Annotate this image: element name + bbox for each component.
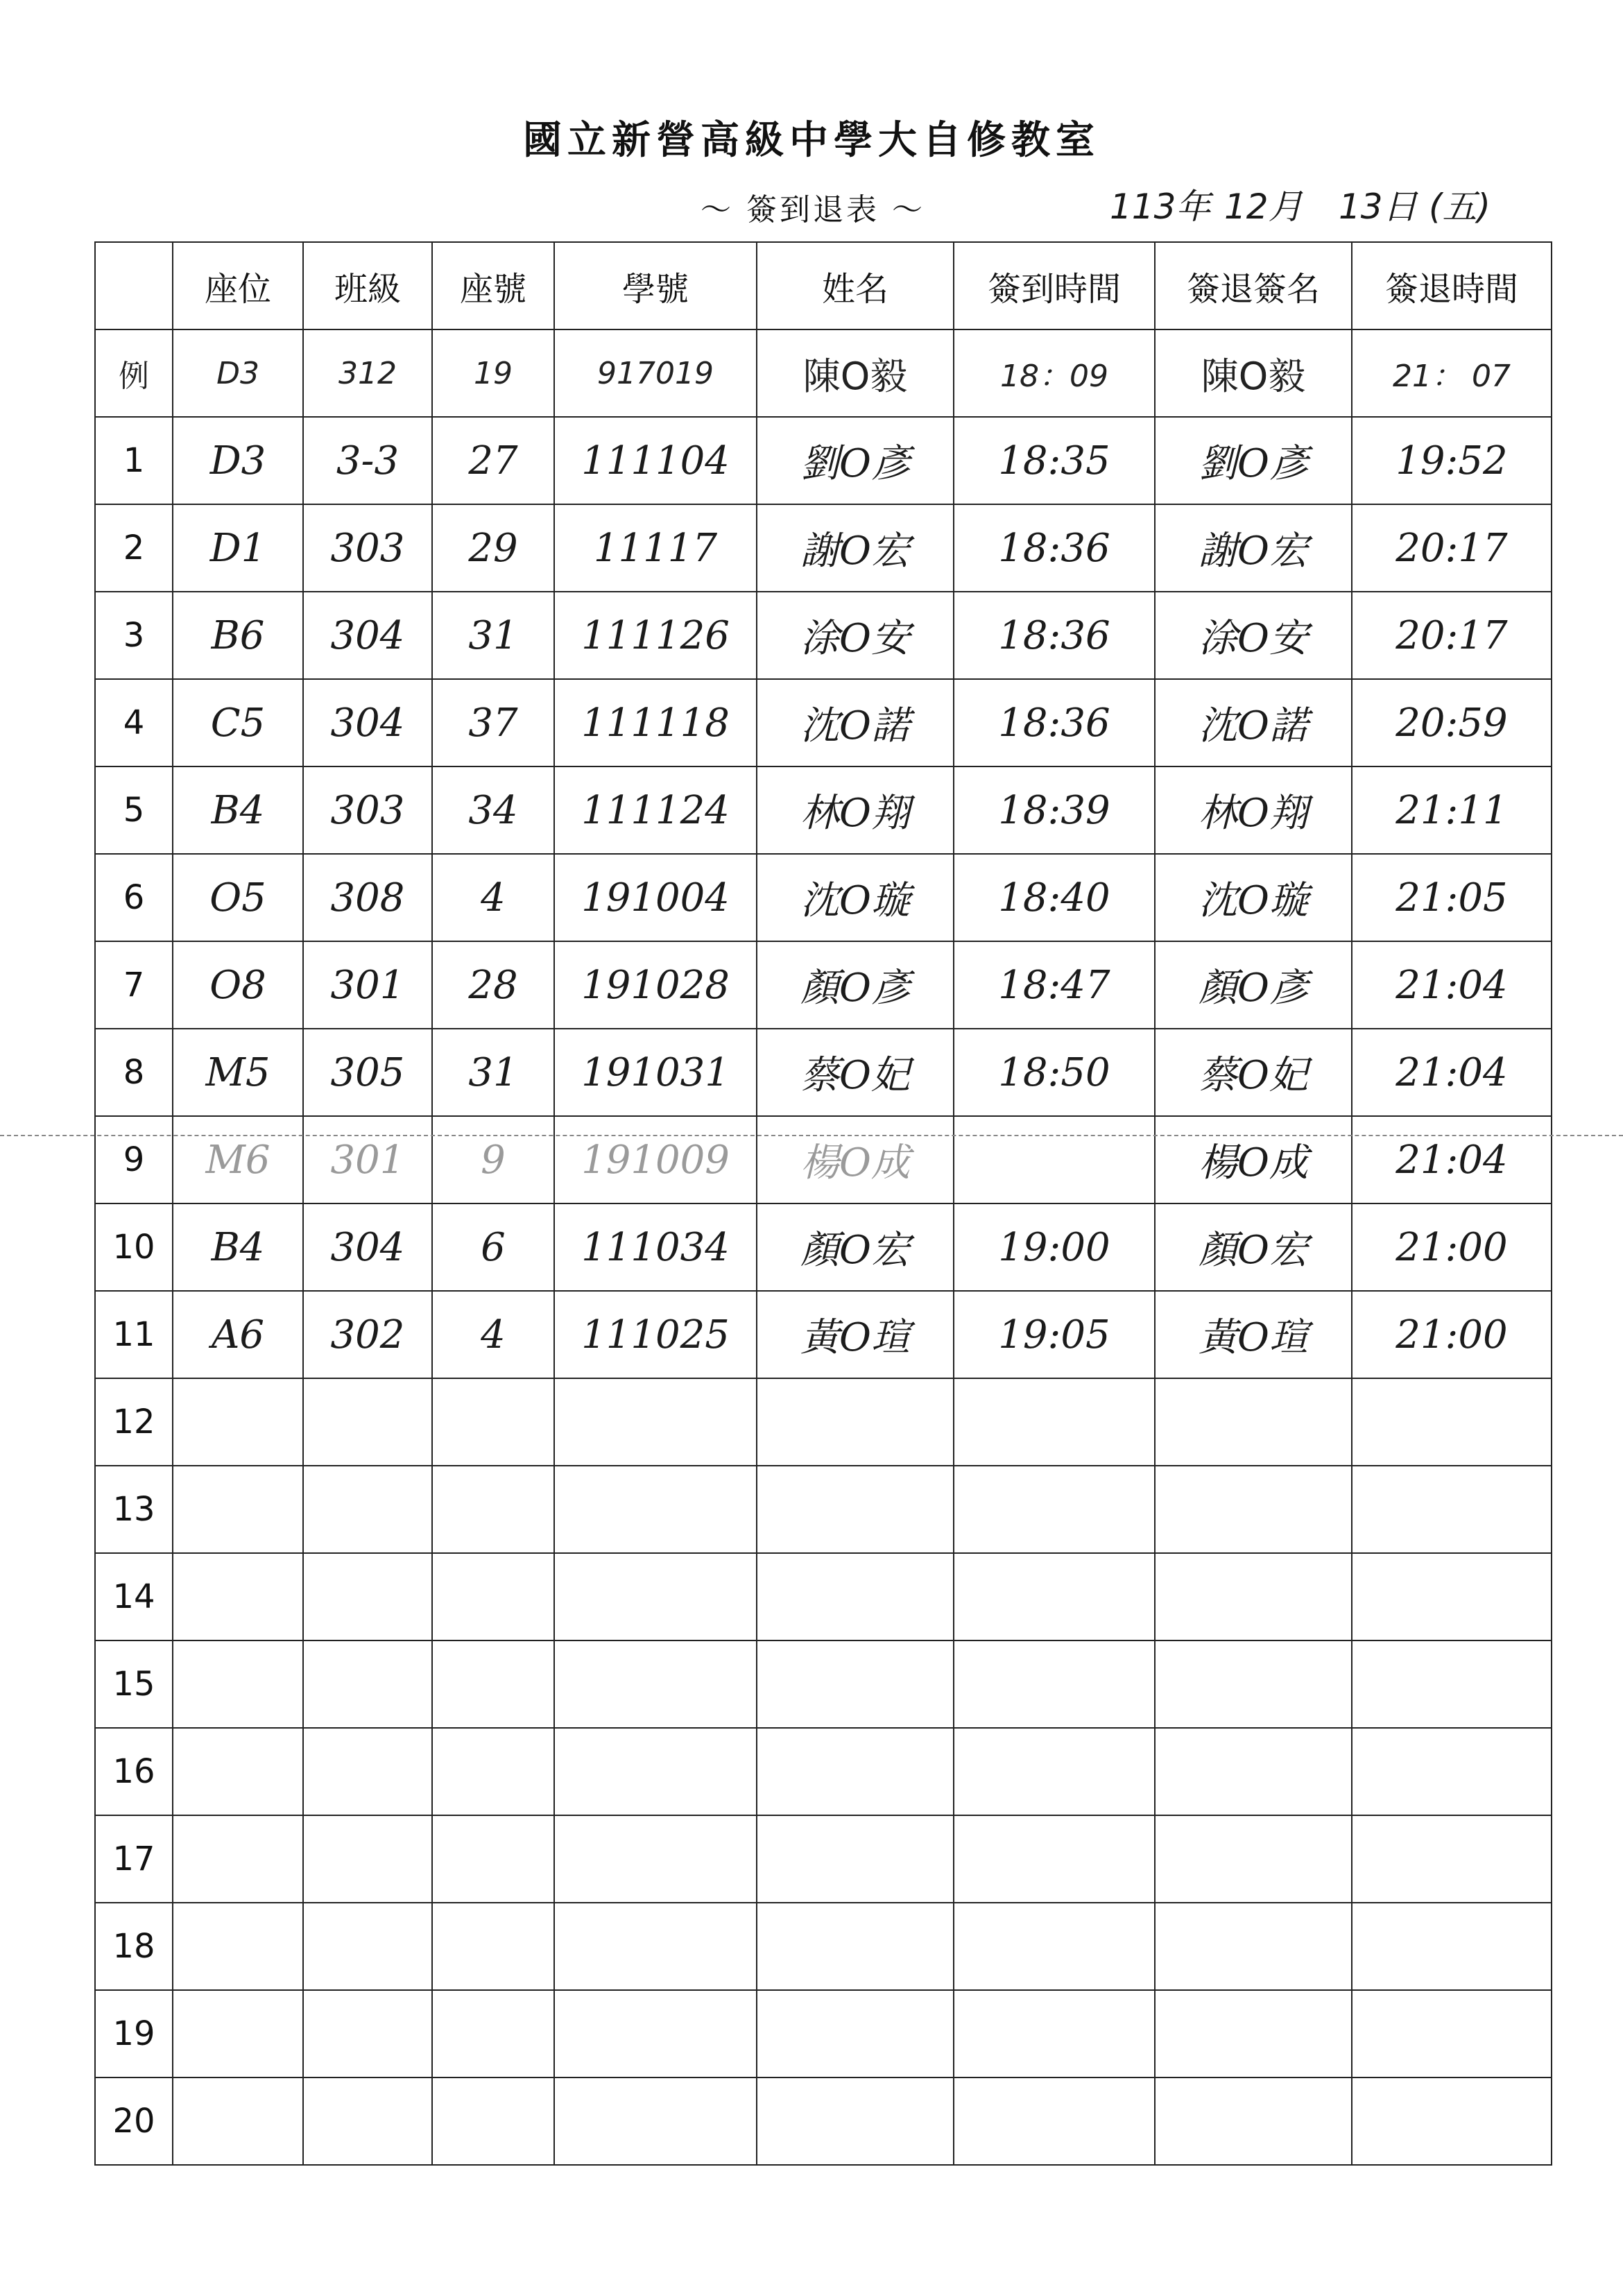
name-cell <box>757 2077 954 2165</box>
row-number: 16 <box>95 1728 173 1815</box>
signout-name-cell: 劉O彥 <box>1155 417 1352 504</box>
table-row <box>95 1728 1552 1815</box>
table-row <box>95 679 1552 766</box>
class-cell: 303 <box>303 504 432 592</box>
signout-name-cell: 林O翔 <box>1155 766 1352 854</box>
example-row <box>95 329 1552 417</box>
number-cell: 29 <box>432 504 554 592</box>
class-cell <box>303 1553 432 1640</box>
header-row <box>95 242 1552 329</box>
number-cell: 6 <box>432 1203 554 1291</box>
seat-cell <box>173 2077 303 2165</box>
class-cell <box>303 1378 432 1466</box>
number-cell <box>432 1903 554 1990</box>
signout-name-cell <box>1155 1378 1352 1466</box>
seat-cell: O8 <box>173 941 303 1029</box>
signin-time-cell: 19:05 <box>954 1291 1155 1378</box>
number-cell: 34 <box>432 766 554 854</box>
row-number: 9 <box>95 1116 173 1203</box>
row-number: 4 <box>95 679 173 766</box>
name-cell <box>757 1728 954 1815</box>
header-rownum <box>95 242 173 329</box>
example-student-id: 917019 <box>554 329 757 417</box>
number-cell: 31 <box>432 592 554 679</box>
table-row <box>95 1203 1552 1291</box>
table-row <box>95 854 1552 941</box>
seat-cell: D1 <box>173 504 303 592</box>
seat-cell <box>173 1728 303 1815</box>
signin-time-cell: 18:40 <box>954 854 1155 941</box>
signout-time-cell: 21:00 <box>1352 1291 1552 1378</box>
student-id-cell: 191028 <box>554 941 757 1029</box>
name-cell <box>757 1640 954 1728</box>
header-student-id: 學號 <box>554 242 757 329</box>
number-cell <box>432 1640 554 1728</box>
example-label: 例 <box>95 329 173 417</box>
student-id-cell: 11117 <box>554 504 757 592</box>
table-row <box>95 504 1552 592</box>
table-row <box>95 592 1552 679</box>
example-signout-time: 21： 07 <box>1352 329 1552 417</box>
header-signin-time: 簽到時間 <box>954 242 1155 329</box>
class-cell: 301 <box>303 1116 432 1203</box>
signin-time-cell <box>954 1553 1155 1640</box>
student-id-cell <box>554 1640 757 1728</box>
class-cell <box>303 1640 432 1728</box>
example-class: 312 <box>303 329 432 417</box>
number-cell: 4 <box>432 854 554 941</box>
seat-cell: D3 <box>173 417 303 504</box>
number-cell <box>432 1990 554 2077</box>
name-cell: 涂O安 <box>757 592 954 679</box>
signin-time-cell <box>954 1990 1155 2077</box>
example-signout-name: 陳O毅 <box>1155 329 1352 417</box>
student-id-cell <box>554 1378 757 1466</box>
signout-time-cell: 21:04 <box>1352 1029 1552 1116</box>
student-id-cell <box>554 1990 757 2077</box>
student-id-cell <box>554 1553 757 1640</box>
table-row <box>95 766 1552 854</box>
table-row <box>95 1291 1552 1378</box>
example-seat: D3 <box>173 329 303 417</box>
name-cell: 黃O瑄 <box>757 1291 954 1378</box>
header-class: 班級 <box>303 242 432 329</box>
signin-time-cell <box>954 1640 1155 1728</box>
signin-time-cell: 18:47 <box>954 941 1155 1029</box>
seat-cell <box>173 1640 303 1728</box>
form-subtitle: ～ 簽到退表 ～ <box>701 192 925 228</box>
signin-time-cell <box>954 1466 1155 1553</box>
signout-name-cell <box>1155 1990 1352 2077</box>
name-cell: 林O翔 <box>757 766 954 854</box>
number-cell: 31 <box>432 1029 554 1116</box>
class-cell: 305 <box>303 1029 432 1116</box>
table-row <box>95 1029 1552 1116</box>
number-cell: 27 <box>432 417 554 504</box>
header-number: 座號 <box>432 242 554 329</box>
number-cell: 37 <box>432 679 554 766</box>
header-seat: 座位 <box>173 242 303 329</box>
name-cell: 劉O彥 <box>757 417 954 504</box>
signout-time-cell: 21:11 <box>1352 766 1552 854</box>
table-row <box>95 1553 1552 1640</box>
student-id-cell: 111126 <box>554 592 757 679</box>
row-number: 15 <box>95 1640 173 1728</box>
number-cell <box>432 1466 554 1553</box>
seat-cell <box>173 1466 303 1553</box>
signout-time-cell <box>1352 1466 1552 1553</box>
row-number: 2 <box>95 504 173 592</box>
name-cell: 沈O諾 <box>757 679 954 766</box>
signin-table <box>94 241 1552 2166</box>
row-number: 6 <box>95 854 173 941</box>
date-day: 13日 <box>1339 187 1418 227</box>
name-cell: 謝O宏 <box>757 504 954 592</box>
signout-time-cell <box>1352 2077 1552 2165</box>
number-cell <box>432 1553 554 1640</box>
date-year: 113年 <box>1110 187 1211 227</box>
signin-time-cell: 18:35 <box>954 417 1155 504</box>
signout-time-cell: 21:04 <box>1352 1116 1552 1203</box>
signin-time-cell: 18:36 <box>954 504 1155 592</box>
row-number: 11 <box>95 1291 173 1378</box>
name-cell: 沈O璇 <box>757 854 954 941</box>
signout-time-cell <box>1352 1640 1552 1728</box>
student-id-cell <box>554 1815 757 1903</box>
signout-time-cell <box>1352 1903 1552 1990</box>
date-weekday: (五) <box>1429 187 1491 227</box>
class-cell: 3-3 <box>303 417 432 504</box>
row-number: 19 <box>95 1990 173 2077</box>
seat-cell: M5 <box>173 1029 303 1116</box>
row-number: 20 <box>95 2077 173 2165</box>
table-row <box>95 417 1552 504</box>
student-id-cell: 191031 <box>554 1029 757 1116</box>
seat-cell <box>173 1990 303 2077</box>
name-cell <box>757 1553 954 1640</box>
name-cell <box>757 1990 954 2077</box>
number-cell <box>432 1378 554 1466</box>
row-number: 18 <box>95 1903 173 1990</box>
seat-cell <box>173 1378 303 1466</box>
class-cell <box>303 1466 432 1553</box>
number-cell <box>432 1815 554 1903</box>
student-id-cell: 191004 <box>554 854 757 941</box>
table-row <box>95 2077 1552 2165</box>
signin-time-cell <box>954 1116 1155 1203</box>
name-cell: 顏O彥 <box>757 941 954 1029</box>
signin-time-cell: 18:39 <box>954 766 1155 854</box>
signout-name-cell <box>1155 2077 1352 2165</box>
student-id-cell: 111034 <box>554 1203 757 1291</box>
example-name: 陳O毅 <box>757 329 954 417</box>
seat-cell <box>173 1553 303 1640</box>
date-month: 12月 <box>1224 187 1303 227</box>
name-cell <box>757 1903 954 1990</box>
signout-time-cell: 21:04 <box>1352 941 1552 1029</box>
row-number: 8 <box>95 1029 173 1116</box>
signout-name-cell: 顏O宏 <box>1155 1203 1352 1291</box>
seat-cell: A6 <box>173 1291 303 1378</box>
student-id-cell: 111124 <box>554 766 757 854</box>
class-cell: 303 <box>303 766 432 854</box>
signout-name-cell <box>1155 1903 1352 1990</box>
student-id-cell: 111118 <box>554 679 757 766</box>
signin-time-cell: 18:36 <box>954 592 1155 679</box>
number-cell <box>432 1728 554 1815</box>
class-cell <box>303 1728 432 1815</box>
signout-time-cell <box>1352 1728 1552 1815</box>
signout-name-cell: 沈O璇 <box>1155 854 1352 941</box>
row-number: 1 <box>95 417 173 504</box>
class-cell: 304 <box>303 592 432 679</box>
signout-time-cell <box>1352 1553 1552 1640</box>
signout-name-cell: 楊O成 <box>1155 1116 1352 1203</box>
row-number: 5 <box>95 766 173 854</box>
signout-name-cell: 涂O安 <box>1155 592 1352 679</box>
example-number: 19 <box>432 329 554 417</box>
page-title: 國立新營高級中學大自修教室 <box>523 117 1100 163</box>
header-signout-name: 簽退簽名 <box>1155 242 1352 329</box>
signout-name-cell <box>1155 1815 1352 1903</box>
number-cell: 4 <box>432 1291 554 1378</box>
signin-time-cell: 19:00 <box>954 1203 1155 1291</box>
name-cell <box>757 1815 954 1903</box>
signout-name-cell <box>1155 1466 1352 1553</box>
student-id-cell: 191009 <box>554 1116 757 1203</box>
row-number: 3 <box>95 592 173 679</box>
class-cell <box>303 1815 432 1903</box>
class-cell: 301 <box>303 941 432 1029</box>
seat-cell <box>173 1903 303 1990</box>
row-number: 7 <box>95 941 173 1029</box>
row-number: 13 <box>95 1466 173 1553</box>
class-cell: 308 <box>303 854 432 941</box>
seat-cell: M6 <box>173 1116 303 1203</box>
class-cell: 304 <box>303 1203 432 1291</box>
signout-name-cell: 顏O彥 <box>1155 941 1352 1029</box>
seat-cell: C5 <box>173 679 303 766</box>
signout-name-cell: 黃O瑄 <box>1155 1291 1352 1378</box>
name-cell <box>757 1466 954 1553</box>
signout-name-cell: 謝O宏 <box>1155 504 1352 592</box>
signin-time-cell: 18:36 <box>954 679 1155 766</box>
signout-name-cell <box>1155 1553 1352 1640</box>
signin-time-cell <box>954 1378 1155 1466</box>
seat-cell: B6 <box>173 592 303 679</box>
class-cell <box>303 1903 432 1990</box>
number-cell: 28 <box>432 941 554 1029</box>
student-id-cell <box>554 1728 757 1815</box>
number-cell: 9 <box>432 1116 554 1203</box>
table-row <box>95 1815 1552 1903</box>
student-id-cell: 111025 <box>554 1291 757 1378</box>
row-number: 10 <box>95 1203 173 1291</box>
table-row <box>95 1990 1552 2077</box>
signin-time-cell <box>954 1728 1155 1815</box>
student-id-cell <box>554 1466 757 1553</box>
signout-time-cell <box>1352 1990 1552 2077</box>
signin-time-cell: 18:50 <box>954 1029 1155 1116</box>
seat-cell: B4 <box>173 766 303 854</box>
signout-time-cell: 20:17 <box>1352 504 1552 592</box>
signout-name-cell <box>1155 1640 1352 1728</box>
class-cell: 304 <box>303 679 432 766</box>
signout-time-cell: 19:52 <box>1352 417 1552 504</box>
number-cell <box>432 2077 554 2165</box>
example-signin-time: 18：09 <box>954 329 1155 417</box>
header-signout-time: 簽退時間 <box>1352 242 1552 329</box>
class-cell <box>303 2077 432 2165</box>
row-number: 14 <box>95 1553 173 1640</box>
class-cell <box>303 1990 432 2077</box>
table-row <box>95 1116 1552 1203</box>
signin-time-cell <box>954 2077 1155 2165</box>
table-row <box>95 1378 1552 1466</box>
table-row <box>95 941 1552 1029</box>
class-cell: 302 <box>303 1291 432 1378</box>
scan-fold-line <box>0 1135 1623 1136</box>
name-cell <box>757 1378 954 1466</box>
signout-time-cell <box>1352 1378 1552 1466</box>
table-row <box>95 1466 1552 1553</box>
signin-time-cell <box>954 1903 1155 1990</box>
student-id-cell <box>554 1903 757 1990</box>
signout-time-cell: 20:59 <box>1352 679 1552 766</box>
row-number: 17 <box>95 1815 173 1903</box>
signin-time-cell <box>954 1815 1155 1903</box>
name-cell: 楊O成 <box>757 1116 954 1203</box>
signout-time-cell: 21:00 <box>1352 1203 1552 1291</box>
row-number: 12 <box>95 1378 173 1466</box>
student-id-cell: 111104 <box>554 417 757 504</box>
name-cell: 顏O宏 <box>757 1203 954 1291</box>
seat-cell <box>173 1815 303 1903</box>
subtitle-row <box>0 179 1623 234</box>
table-row <box>95 1903 1552 1990</box>
signout-time-cell: 20:17 <box>1352 592 1552 679</box>
signout-name-cell: 沈O諾 <box>1155 679 1352 766</box>
signout-time-cell <box>1352 1815 1552 1903</box>
signout-name-cell: 蔡O妃 <box>1155 1029 1352 1116</box>
signout-time-cell: 21:05 <box>1352 854 1552 941</box>
seat-cell: B4 <box>173 1203 303 1291</box>
student-id-cell <box>554 2077 757 2165</box>
header-name: 姓名 <box>757 242 954 329</box>
table-row <box>95 1640 1552 1728</box>
signout-name-cell <box>1155 1728 1352 1815</box>
seat-cell: O5 <box>173 854 303 941</box>
name-cell: 蔡O妃 <box>757 1029 954 1116</box>
